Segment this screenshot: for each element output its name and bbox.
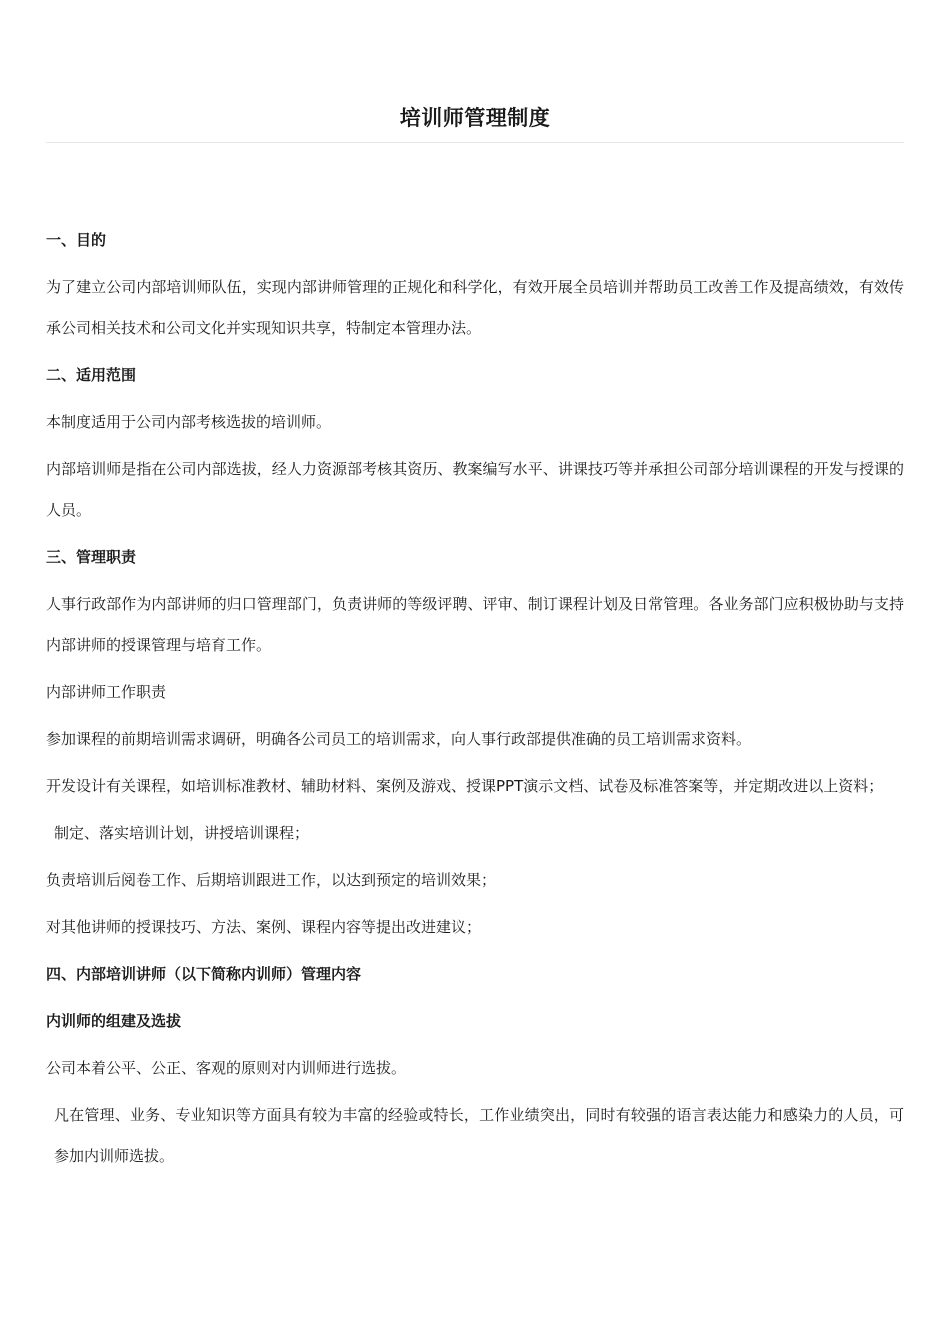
section-heading-responsibilities: 三、管理职责 <box>46 548 137 566</box>
duty-item: 对其他讲师的授课技巧、方法、案例、课程内容等提出改进建议； <box>46 918 482 936</box>
section-heading-purpose: 一、目的 <box>46 231 107 249</box>
paragraph-purpose: 为了建立公司内部培训师队伍，实现内部讲师管理的正规化和科学化，有效开展全员培训并帮助员工改善工作及提高绩效，有效传承公司相关技术和公司文化并实现知识共享，特制定本管理办法。 <box>46 278 904 337</box>
paragraph-hr-role: 人事行政部作为内部讲师的归口管理部门，负责讲师的等级评聘、评审、制订课程计划及日常管理。各业务部门应积极协助与支持内部讲师的授课管理与培育工作。 <box>46 595 904 654</box>
duty-item: 负责培训后阅卷工作、后期培训跟进工作，以达到预定的培训效果； <box>46 871 497 889</box>
paragraph-selection-principle: 公司本着公平、公正、客观的原则对内训师进行选拔。 <box>46 1059 407 1077</box>
subheading-selection: 内训师的组建及选拔 <box>46 1012 182 1030</box>
duty-item: 参加课程的前期培训需求调研，明确各公司员工的培训需求，向人事行政部提供准确的员工培训需求资料。 <box>46 730 752 748</box>
paragraph-trainer-definition: 内部培训师是指在公司内部选拔，经人力资源部考核其资历、教案编写水平、讲课技巧等并承担公司部分培训课程的开发与授课的人员。 <box>46 460 904 519</box>
subheading-trainer-duties: 内部讲师工作职责 <box>46 683 167 701</box>
paragraph-scope: 本制度适用于公司内部考核选拔的培训师。 <box>46 413 332 431</box>
section-heading-scope: 二、适用范围 <box>46 366 137 384</box>
title-divider <box>46 142 904 143</box>
paragraph-selection-criteria: 凡在管理、业务、专业知识等方面具有较为丰富的经验或特长，工作业绩突出，同时有较强的语言表达能力和感染力的人员，可参加内训师选拔。 <box>54 1106 904 1165</box>
duty-item: 开发设计有关课程，如培训标准教材、辅助材料、案例及游戏、授课PPT演示文档、试卷及标准答案等，并定期改进以上资料； <box>46 777 884 795</box>
document-title: 培训师管理制度 <box>399 106 551 130</box>
duty-item: 制定、落实培训计划，讲授培训课程； <box>54 824 310 842</box>
document-body <box>46 220 904 1177</box>
section-heading-management: 四、内部培训讲师（以下简称内训师）管理内容 <box>46 965 362 983</box>
